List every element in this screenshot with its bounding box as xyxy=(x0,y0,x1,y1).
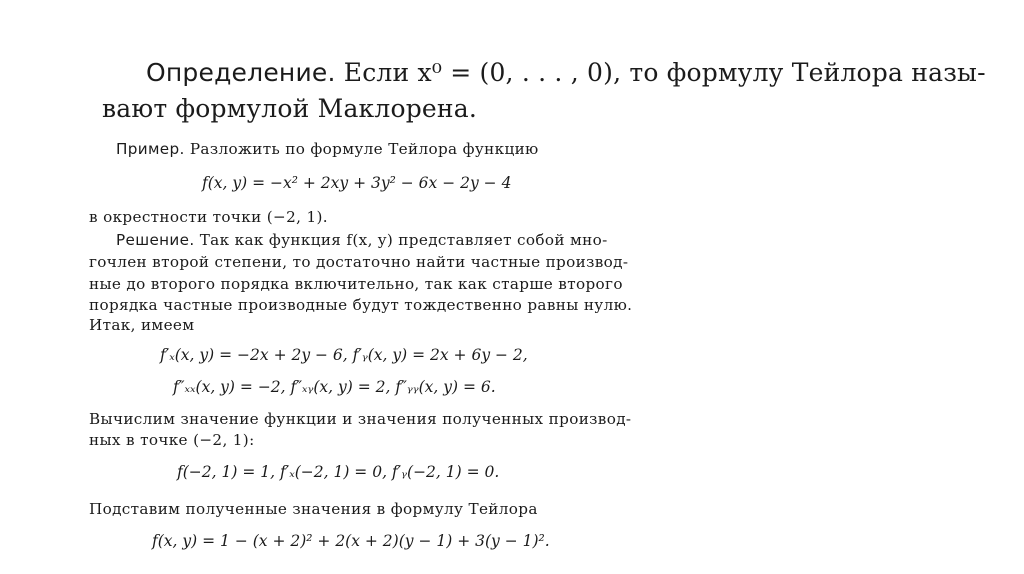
definition-label: Определение. xyxy=(146,58,336,87)
solution-line-4: порядка частные производные будут тождественно равны нулю. xyxy=(89,296,633,314)
taylor-result: f(x, y) = 1 − (x + 2)² + 2(x + 2)(y − 1) + 3(y − 1)². xyxy=(152,532,550,550)
computed-values: f(−2, 1) = 1, f′ₓ(−2, 1) = 0, f′ᵧ(−2, 1) = 0. xyxy=(177,463,500,481)
neighborhood-text: в окрестности точки (−2, 1). xyxy=(89,208,328,226)
function-formula: f(x, y) = −x² + 2xy + 3y² − 6x − 2y − 4 xyxy=(202,174,512,192)
example-text: Разложить по формуле Тейлора функцию xyxy=(189,140,539,158)
compute-line-2: ных в точке (−2, 1): xyxy=(89,431,255,449)
solution-line-5: Итак, имеем xyxy=(89,316,195,334)
solution-line-1 xyxy=(116,231,608,249)
definition-line-1 xyxy=(146,58,986,87)
example-heading xyxy=(116,140,539,158)
definition-line-2: вают формулой Маклорена. xyxy=(102,94,478,123)
solution-line-2: гочлен второй степени, то достаточно найти частные производ- xyxy=(89,253,629,271)
solution-line-3: ные до второго порядка включительно, так как старше второго xyxy=(89,275,623,293)
compute-line-1: Вычислим значение функции и значения полученных производ- xyxy=(89,410,632,428)
first-derivatives: f′ₓ(x, y) = −2x + 2y − 6, f′ᵧ(x, y) = 2x + 6y − 2, xyxy=(160,346,528,364)
solution-label: Решение. xyxy=(116,231,195,249)
example-label: Пример. xyxy=(116,140,185,158)
definition-text-1: Если x⁰ = (0, . . . , 0), то формулу Тейлора назы- xyxy=(343,58,986,87)
substitute-text: Подставим полученные значения в формулу Тейлора xyxy=(89,500,538,518)
second-derivatives: f″ₓₓ(x, y) = −2, f″ₓᵧ(x, y) = 2, f″ᵧᵧ(x, y) = 6. xyxy=(173,378,496,396)
solution-text-1: Так как функция f(x, y) представляет собой мно- xyxy=(199,231,608,249)
